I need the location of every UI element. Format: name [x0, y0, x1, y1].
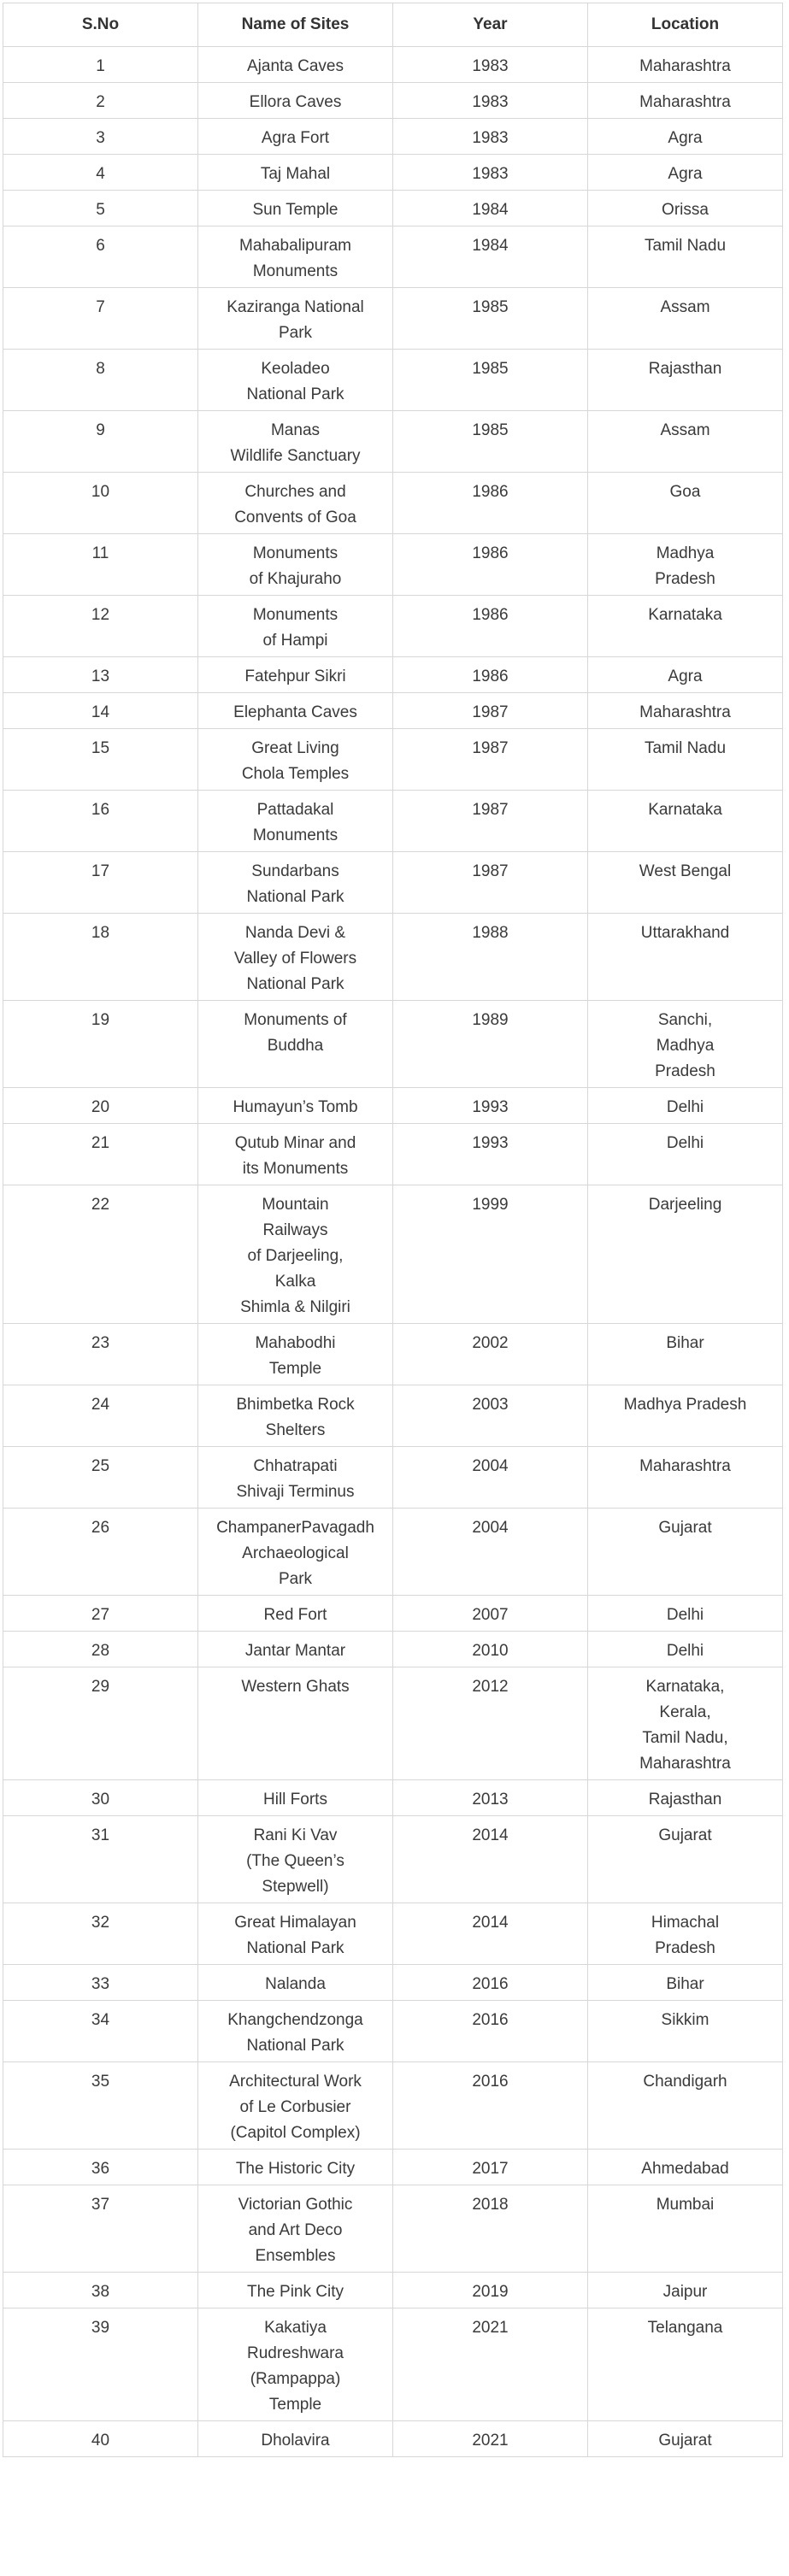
cell-year: 2002: [393, 1324, 588, 1385]
cell-location: Tamil Nadu: [588, 226, 783, 288]
header-sno: S.No: [3, 3, 198, 47]
cell-year: 1983: [393, 119, 588, 155]
cell-site-name: Sundarbans National Park: [198, 852, 393, 914]
cell-location: Agra: [588, 657, 783, 693]
cell-site-name: Great Living Chola Temples: [198, 729, 393, 791]
table-row: [3, 1632, 783, 1667]
cell-location: Maharashtra: [588, 693, 783, 729]
cell-sno: 1: [3, 47, 198, 83]
cell-sno: 35: [3, 2062, 198, 2150]
cell-site-name: Victorian Gothic and Art Deco Ensembles: [198, 2185, 393, 2273]
cell-site-name: Rani Ki Vav (The Queen’s Stepwell): [198, 1816, 393, 1903]
table-body: [3, 47, 783, 2457]
table-row: [3, 1447, 783, 1509]
table-row: [3, 47, 783, 83]
table-row: [3, 914, 783, 1001]
cell-site-name: Churches and Convents of Goa: [198, 473, 393, 534]
cell-site-name: Qutub Minar and its Monuments: [198, 1124, 393, 1185]
cell-sno: 34: [3, 2001, 198, 2062]
cell-sno: 21: [3, 1124, 198, 1185]
cell-year: 1985: [393, 411, 588, 473]
table-row: [3, 191, 783, 226]
cell-sno: 22: [3, 1185, 198, 1324]
cell-location: Rajasthan: [588, 350, 783, 411]
table-row: [3, 1124, 783, 1185]
cell-site-name: Dholavira: [198, 2421, 393, 2457]
table-row: [3, 729, 783, 791]
table-row: [3, 1903, 783, 1965]
cell-year: 2014: [393, 1903, 588, 1965]
cell-site-name: Red Fort: [198, 1596, 393, 1632]
cell-year: 1983: [393, 83, 588, 119]
header-name-of-sites: Name of Sites: [198, 3, 393, 47]
cell-sno: 39: [3, 2308, 198, 2421]
table-row: [3, 2185, 783, 2273]
cell-site-name: The Historic City: [198, 2150, 393, 2185]
table-row: [3, 2273, 783, 2308]
cell-site-name: Pattadakal Monuments: [198, 791, 393, 852]
cell-location: Agra: [588, 119, 783, 155]
cell-site-name: Bhimbetka Rock Shelters: [198, 1385, 393, 1447]
cell-sno: 32: [3, 1903, 198, 1965]
cell-site-name: Elephanta Caves: [198, 693, 393, 729]
cell-location: Maharashtra: [588, 1447, 783, 1509]
cell-location: Sanchi, Madhya Pradesh: [588, 1001, 783, 1088]
cell-year: 2013: [393, 1780, 588, 1816]
table-row: [3, 1385, 783, 1447]
cell-year: 1999: [393, 1185, 588, 1324]
cell-sno: 23: [3, 1324, 198, 1385]
cell-year: 1988: [393, 914, 588, 1001]
cell-year: 2019: [393, 2273, 588, 2308]
cell-site-name: Kaziranga National Park: [198, 288, 393, 350]
table-row: [3, 1509, 783, 1596]
table-row: [3, 657, 783, 693]
cell-site-name: Hill Forts: [198, 1780, 393, 1816]
cell-year: 2003: [393, 1385, 588, 1447]
cell-site-name: Agra Fort: [198, 119, 393, 155]
cell-year: 2018: [393, 2185, 588, 2273]
cell-site-name: Sun Temple: [198, 191, 393, 226]
cell-location: Himachal Pradesh: [588, 1903, 783, 1965]
table-row: [3, 693, 783, 729]
cell-location: Orissa: [588, 191, 783, 226]
cell-year: 1986: [393, 596, 588, 657]
cell-location: Jaipur: [588, 2273, 783, 2308]
cell-site-name: Architectural Work of Le Corbusier (Capitol Complex): [198, 2062, 393, 2150]
table-row: [3, 2001, 783, 2062]
table-row: [3, 1596, 783, 1632]
cell-sno: 13: [3, 657, 198, 693]
cell-year: 2021: [393, 2421, 588, 2457]
header-year: Year: [393, 3, 588, 47]
cell-year: 2007: [393, 1596, 588, 1632]
cell-location: Tamil Nadu: [588, 729, 783, 791]
cell-location: Uttarakhand: [588, 914, 783, 1001]
cell-sno: 15: [3, 729, 198, 791]
cell-year: 1987: [393, 791, 588, 852]
cell-sno: 40: [3, 2421, 198, 2457]
cell-sno: 14: [3, 693, 198, 729]
cell-sno: 9: [3, 411, 198, 473]
cell-year: 1987: [393, 693, 588, 729]
cell-location: Chandigarh: [588, 2062, 783, 2150]
cell-sno: 28: [3, 1632, 198, 1667]
header-location: Location: [588, 3, 783, 47]
table-row: [3, 2062, 783, 2150]
cell-year: 2010: [393, 1632, 588, 1667]
table-row: [3, 1185, 783, 1324]
cell-sno: 11: [3, 534, 198, 596]
cell-year: 2004: [393, 1509, 588, 1596]
table-row: [3, 1667, 783, 1780]
cell-site-name: Kakatiya Rudreshwara (Rampappa) Temple: [198, 2308, 393, 2421]
cell-year: 1986: [393, 534, 588, 596]
cell-site-name: Keoladeo National Park: [198, 350, 393, 411]
cell-sno: 8: [3, 350, 198, 411]
cell-location: Madhya Pradesh: [588, 534, 783, 596]
table-row: [3, 119, 783, 155]
table-row: [3, 226, 783, 288]
cell-site-name: Mountain Railways of Darjeeling, Kalka Shimla & Nilgiri: [198, 1185, 393, 1324]
cell-sno: 36: [3, 2150, 198, 2185]
cell-year: 1989: [393, 1001, 588, 1088]
cell-site-name: Manas Wildlife Sanctuary: [198, 411, 393, 473]
cell-year: 1986: [393, 473, 588, 534]
cell-location: Gujarat: [588, 1816, 783, 1903]
cell-year: 2014: [393, 1816, 588, 1903]
cell-sno: 6: [3, 226, 198, 288]
cell-sno: 18: [3, 914, 198, 1001]
cell-site-name: Ellora Caves: [198, 83, 393, 119]
cell-sno: 10: [3, 473, 198, 534]
cell-sno: 37: [3, 2185, 198, 2273]
cell-sno: 33: [3, 1965, 198, 2001]
table-row: [3, 534, 783, 596]
cell-site-name: ChampanerPavagadh Archaeological Park: [198, 1509, 393, 1596]
cell-site-name: Nanda Devi & Valley of Flowers National Park: [198, 914, 393, 1001]
cell-location: Sikkim: [588, 2001, 783, 2062]
table-row: [3, 1001, 783, 1088]
cell-site-name: Monuments of Hampi: [198, 596, 393, 657]
cell-sno: 38: [3, 2273, 198, 2308]
cell-year: 2016: [393, 1965, 588, 2001]
cell-sno: 16: [3, 791, 198, 852]
cell-sno: 29: [3, 1667, 198, 1780]
cell-location: Assam: [588, 288, 783, 350]
cell-sno: 30: [3, 1780, 198, 1816]
table-row: [3, 2308, 783, 2421]
cell-sno: 20: [3, 1088, 198, 1124]
cell-location: Karnataka, Kerala, Tamil Nadu, Maharashtra: [588, 1667, 783, 1780]
cell-sno: 5: [3, 191, 198, 226]
table-row: [3, 473, 783, 534]
cell-sno: 26: [3, 1509, 198, 1596]
cell-location: West Bengal: [588, 852, 783, 914]
table-row: [3, 83, 783, 119]
cell-location: Agra: [588, 155, 783, 191]
cell-year: 2016: [393, 2062, 588, 2150]
header-row: [3, 3, 783, 47]
cell-location: Bihar: [588, 1324, 783, 1385]
cell-year: 1984: [393, 191, 588, 226]
cell-location: Rajasthan: [588, 1780, 783, 1816]
cell-location: Delhi: [588, 1596, 783, 1632]
cell-sno: 31: [3, 1816, 198, 1903]
table-row: [3, 596, 783, 657]
cell-sno: 7: [3, 288, 198, 350]
cell-site-name: Ajanta Caves: [198, 47, 393, 83]
table-row: [3, 2150, 783, 2185]
cell-site-name: Great Himalayan National Park: [198, 1903, 393, 1965]
cell-site-name: Taj Mahal: [198, 155, 393, 191]
cell-location: Ahmedabad: [588, 2150, 783, 2185]
cell-year: 1983: [393, 47, 588, 83]
cell-site-name: Mahabodhi Temple: [198, 1324, 393, 1385]
cell-year: 2004: [393, 1447, 588, 1509]
cell-sno: 25: [3, 1447, 198, 1509]
cell-location: Assam: [588, 411, 783, 473]
cell-sno: 27: [3, 1596, 198, 1632]
cell-year: 2017: [393, 2150, 588, 2185]
table-row: [3, 288, 783, 350]
cell-site-name: Fatehpur Sikri: [198, 657, 393, 693]
cell-location: Delhi: [588, 1632, 783, 1667]
table-row: [3, 2421, 783, 2457]
cell-location: Darjeeling: [588, 1185, 783, 1324]
cell-sno: 4: [3, 155, 198, 191]
cell-location: Mumbai: [588, 2185, 783, 2273]
cell-sno: 24: [3, 1385, 198, 1447]
cell-site-name: Khangchendzonga National Park: [198, 2001, 393, 2062]
table-row: [3, 1780, 783, 1816]
cell-location: Goa: [588, 473, 783, 534]
cell-year: 1986: [393, 657, 588, 693]
cell-site-name: The Pink City: [198, 2273, 393, 2308]
cell-sno: 17: [3, 852, 198, 914]
cell-location: Maharashtra: [588, 47, 783, 83]
table-row: [3, 791, 783, 852]
cell-site-name: Monuments of Buddha: [198, 1001, 393, 1088]
table-row: [3, 1088, 783, 1124]
cell-site-name: Mahabalipuram Monuments: [198, 226, 393, 288]
table-row: [3, 350, 783, 411]
cell-site-name: Monuments of Khajuraho: [198, 534, 393, 596]
cell-site-name: Western Ghats: [198, 1667, 393, 1780]
table-row: [3, 1965, 783, 2001]
cell-location: Delhi: [588, 1088, 783, 1124]
table-row: [3, 411, 783, 473]
cell-site-name: Jantar Mantar: [198, 1632, 393, 1667]
cell-site-name: Nalanda: [198, 1965, 393, 2001]
cell-year: 1993: [393, 1088, 588, 1124]
cell-sno: 3: [3, 119, 198, 155]
table-row: [3, 155, 783, 191]
cell-site-name: Humayun’s Tomb: [198, 1088, 393, 1124]
cell-location: Karnataka: [588, 791, 783, 852]
table-row: [3, 1816, 783, 1903]
cell-year: 1985: [393, 350, 588, 411]
table-header: [3, 3, 783, 47]
cell-year: 2012: [393, 1667, 588, 1780]
cell-location: Gujarat: [588, 1509, 783, 1596]
cell-year: 1983: [393, 155, 588, 191]
cell-year: 2021: [393, 2308, 588, 2421]
table-row: [3, 1324, 783, 1385]
cell-location: Bihar: [588, 1965, 783, 2001]
cell-site-name: Chhatrapati Shivaji Terminus: [198, 1447, 393, 1509]
cell-sno: 2: [3, 83, 198, 119]
heritage-sites-table: [3, 3, 783, 2457]
cell-year: 1984: [393, 226, 588, 288]
cell-location: Maharashtra: [588, 83, 783, 119]
cell-year: 1987: [393, 852, 588, 914]
cell-sno: 12: [3, 596, 198, 657]
cell-year: 1987: [393, 729, 588, 791]
cell-year: 1993: [393, 1124, 588, 1185]
cell-location: Gujarat: [588, 2421, 783, 2457]
cell-year: 2016: [393, 2001, 588, 2062]
cell-location: Telangana: [588, 2308, 783, 2421]
table-row: [3, 852, 783, 914]
cell-location: Delhi: [588, 1124, 783, 1185]
cell-location: Karnataka: [588, 596, 783, 657]
cell-location: Madhya Pradesh: [588, 1385, 783, 1447]
cell-year: 1985: [393, 288, 588, 350]
cell-sno: 19: [3, 1001, 198, 1088]
